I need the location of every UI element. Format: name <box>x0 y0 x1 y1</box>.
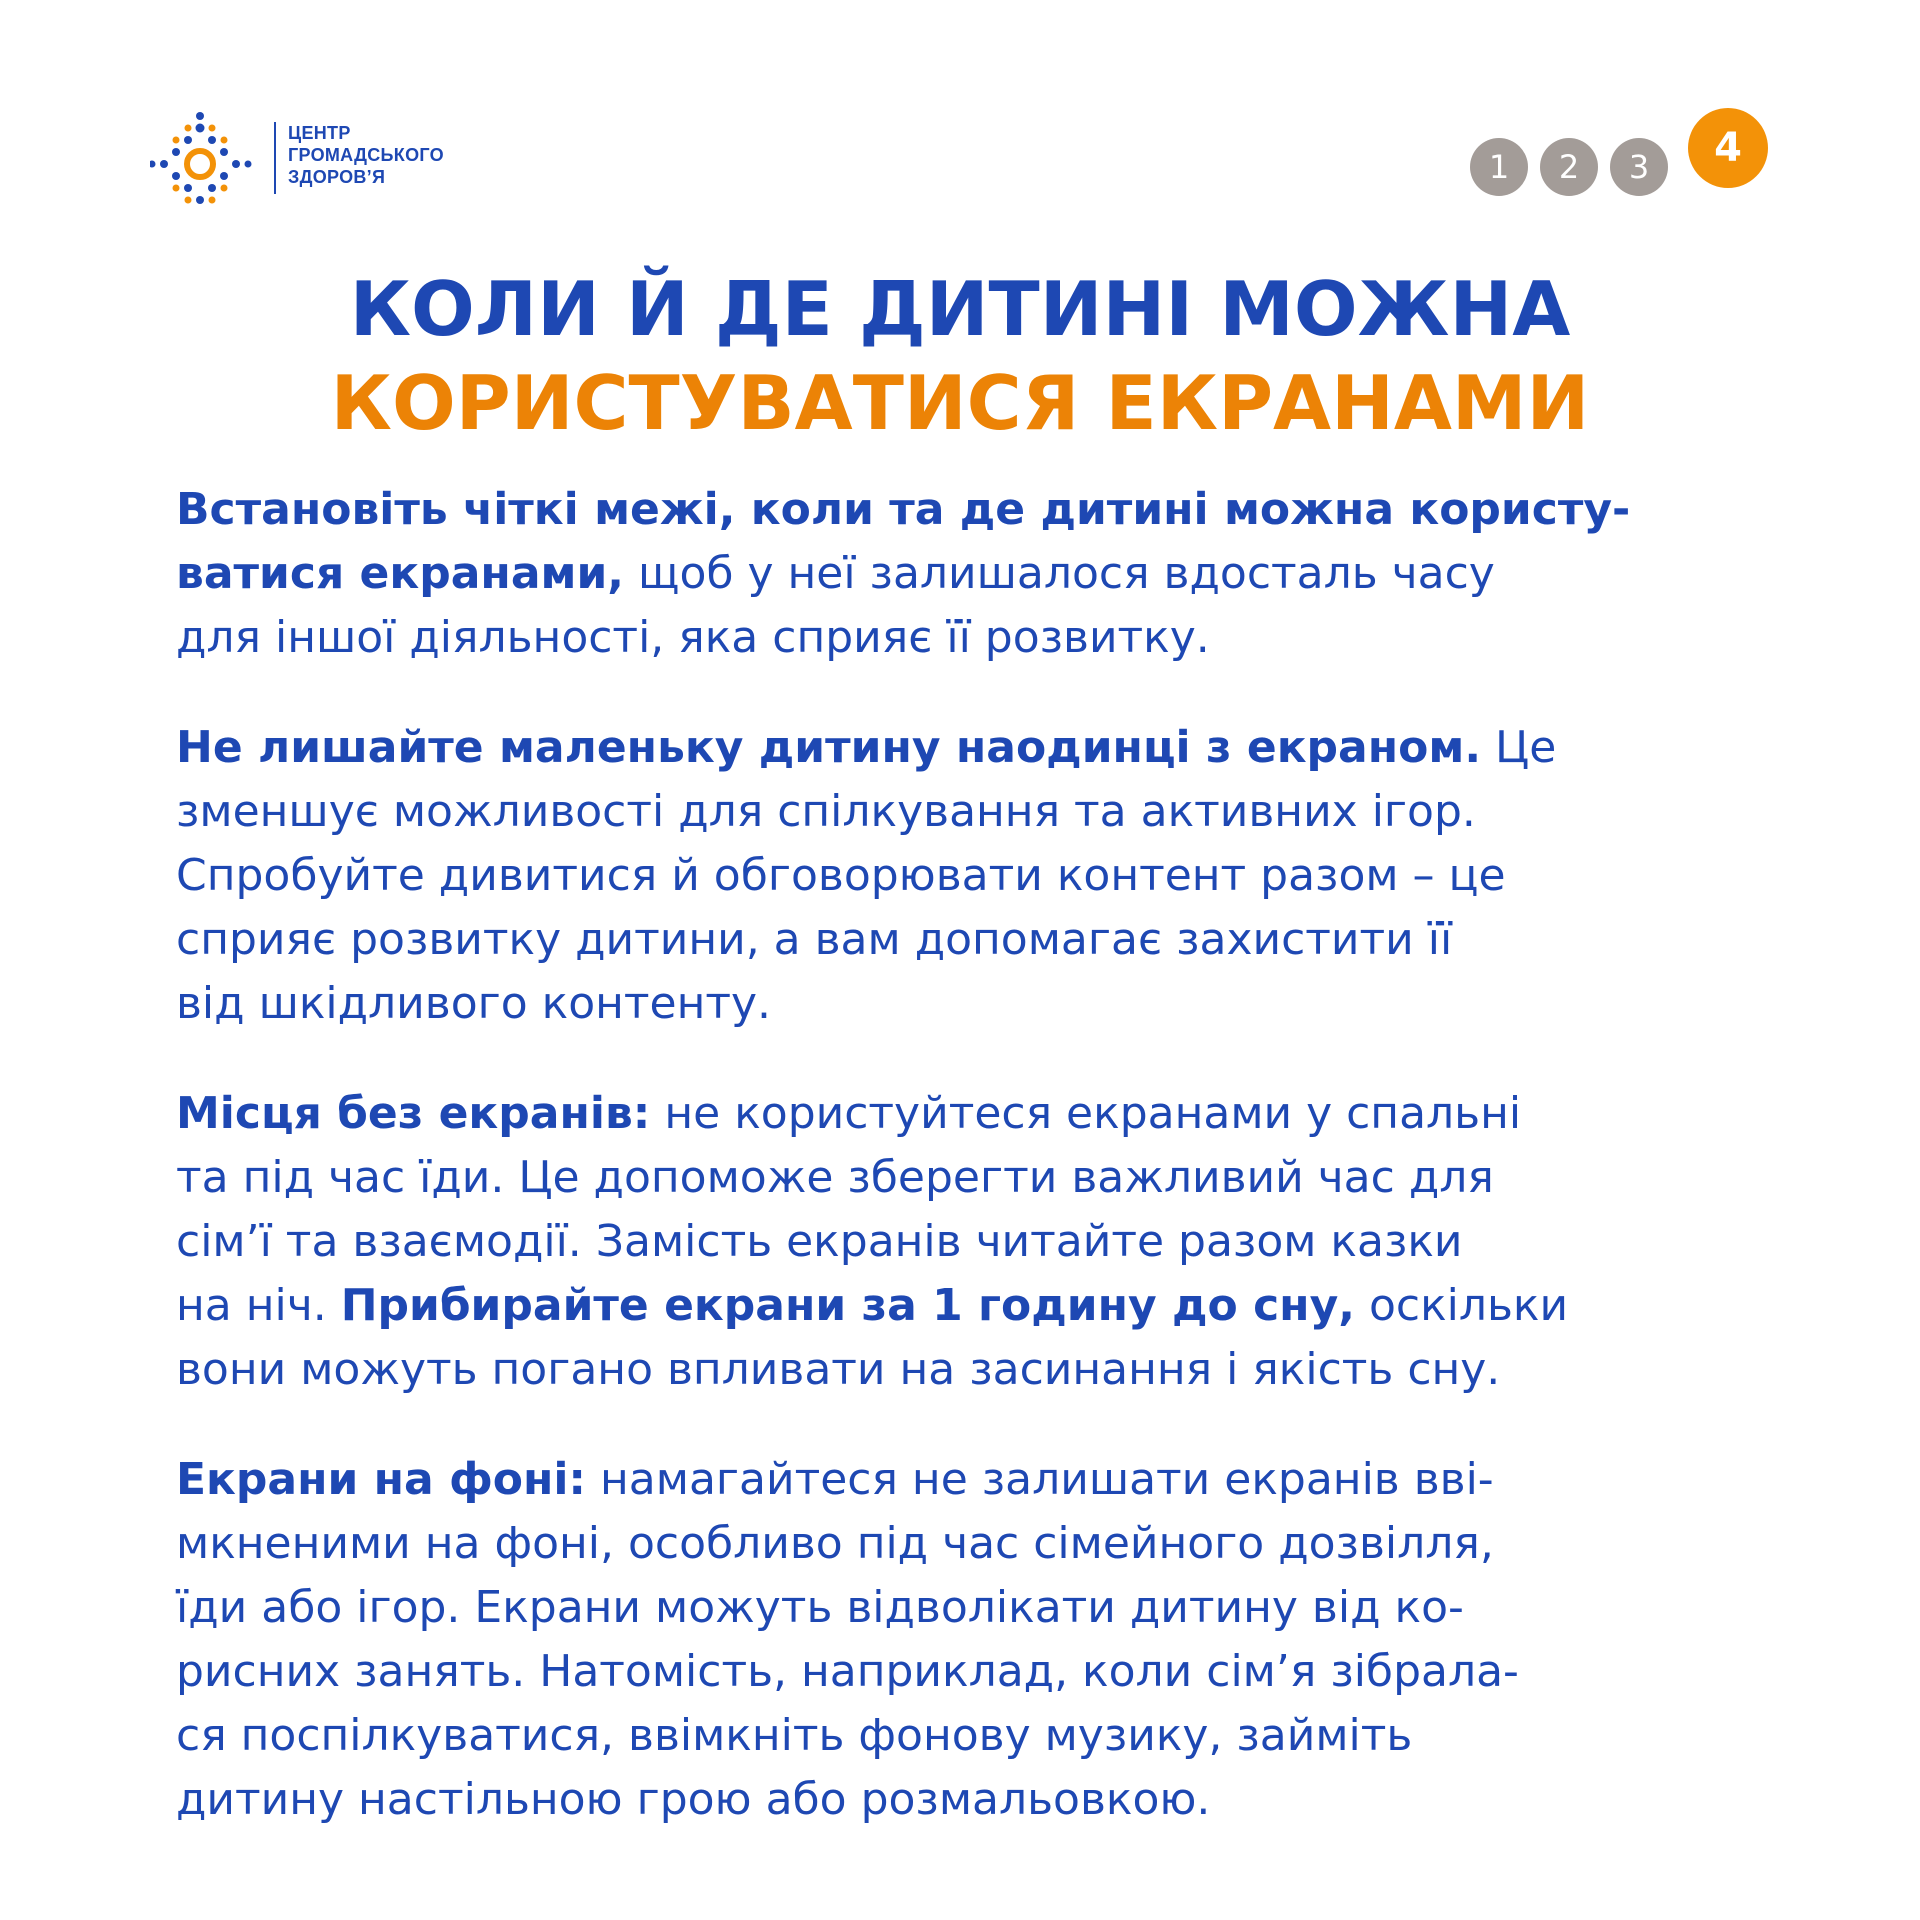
text-line <box>176 1512 1776 1576</box>
text-line <box>176 1210 1776 1274</box>
body-text: щоб у неї залишалося вдосталь часу <box>624 548 1495 599</box>
logo-mark-icon <box>150 108 278 208</box>
bold-text: Не лишайте маленьку дитину наодинці з екраном. <box>176 722 1482 773</box>
text-line <box>176 1338 1776 1402</box>
organization-logo <box>150 108 450 208</box>
text-line <box>176 844 1776 908</box>
text-line <box>176 1576 1776 1640</box>
text-line <box>176 1146 1776 1210</box>
title-line-1: КОЛИ Й ДЕ ДИТИНІ МОЖНА <box>349 265 1571 353</box>
bold-text: ватися екранами, <box>176 548 625 599</box>
body-text: зменшує можливості для спілкування та активних ігор. <box>176 786 1476 837</box>
text-line <box>176 478 1776 542</box>
text-line <box>176 606 1776 670</box>
body-text: для іншої діяльності, яка сприяє її розвитку. <box>176 612 1210 663</box>
paragraph-2 <box>176 716 1776 1036</box>
body-text: рисних занять. Натомість, наприклад, коли сім’я зібрала- <box>176 1646 1519 1697</box>
text-line <box>176 780 1776 844</box>
paragraph-1 <box>176 478 1776 670</box>
body-text: намагайтеся не залишати екранів вві- <box>586 1454 1494 1505</box>
body-text: ся поспілкуватися, ввімкніть фонову музику, займіть <box>176 1710 1413 1761</box>
page-dot-3[interactable]: 3 <box>1610 138 1668 196</box>
bold-text: Встановіть чіткі межі, коли та де дитині можна користу- <box>176 484 1631 535</box>
body-text: вони можуть погано впливати на засинання і якість сну. <box>176 1344 1501 1395</box>
page-indicator <box>1470 108 1770 208</box>
page-dot-2[interactable]: 2 <box>1540 138 1598 196</box>
logo-line: ЦЕНТР <box>288 123 351 143</box>
bold-text: Екрани на фоні: <box>176 1454 587 1505</box>
text-line <box>176 1448 1776 1512</box>
text-line <box>176 1704 1776 1768</box>
body-text: Це <box>1481 722 1557 773</box>
logo-line: ГРОМАДСЬКОГО <box>288 145 444 165</box>
text-line <box>176 1640 1776 1704</box>
text-line <box>176 1082 1776 1146</box>
page-title <box>0 262 1920 450</box>
logo-line: ЗДОРОВ’Я <box>288 167 386 187</box>
logo-text <box>288 122 444 188</box>
body-text: від шкідливого контенту. <box>176 978 772 1029</box>
page-dot-4-active[interactable]: 4 <box>1688 108 1768 188</box>
body-text: не користуйтеся екранами у спальні <box>650 1088 1522 1139</box>
text-line <box>176 972 1776 1036</box>
body-text: сім’ї та взаємодії. Замість екранів читайте разом казки <box>176 1216 1463 1267</box>
bold-text: Прибирайте екрани за 1 годину до сну, <box>340 1280 1355 1331</box>
text-line <box>176 1274 1776 1338</box>
body-text: їди або ігор. Екрани можуть відволікати дитину від ко- <box>176 1582 1464 1633</box>
text-line <box>176 542 1776 606</box>
body-text: Спробуйте дивитися й обговорювати контент разом – це <box>176 850 1506 901</box>
paragraph-3 <box>176 1082 1776 1402</box>
bold-text: Місця без екранів: <box>176 1088 651 1139</box>
body-text: мкненими на фоні, особливо під час сімейного дозвілля, <box>176 1518 1494 1569</box>
text-line <box>176 908 1776 972</box>
body-text: та під час їди. Це допоможе зберегти важливий час для <box>176 1152 1494 1203</box>
page-dot-1[interactable]: 1 <box>1470 138 1528 196</box>
body-text: оскільки <box>1354 1280 1569 1331</box>
text-line <box>176 1768 1776 1832</box>
body-text: дитину настільною грою або розмальовкою. <box>176 1774 1211 1825</box>
title-line-2: КОРИСТУВАТИСЯ ЕКРАНАМИ <box>330 359 1590 447</box>
body-text: на ніч. <box>176 1280 341 1331</box>
text-line <box>176 716 1776 780</box>
article-body <box>176 478 1776 1878</box>
body-text: сприяє розвитку дитини, а вам допомагає захистити її <box>176 914 1453 965</box>
paragraph-4 <box>176 1448 1776 1832</box>
